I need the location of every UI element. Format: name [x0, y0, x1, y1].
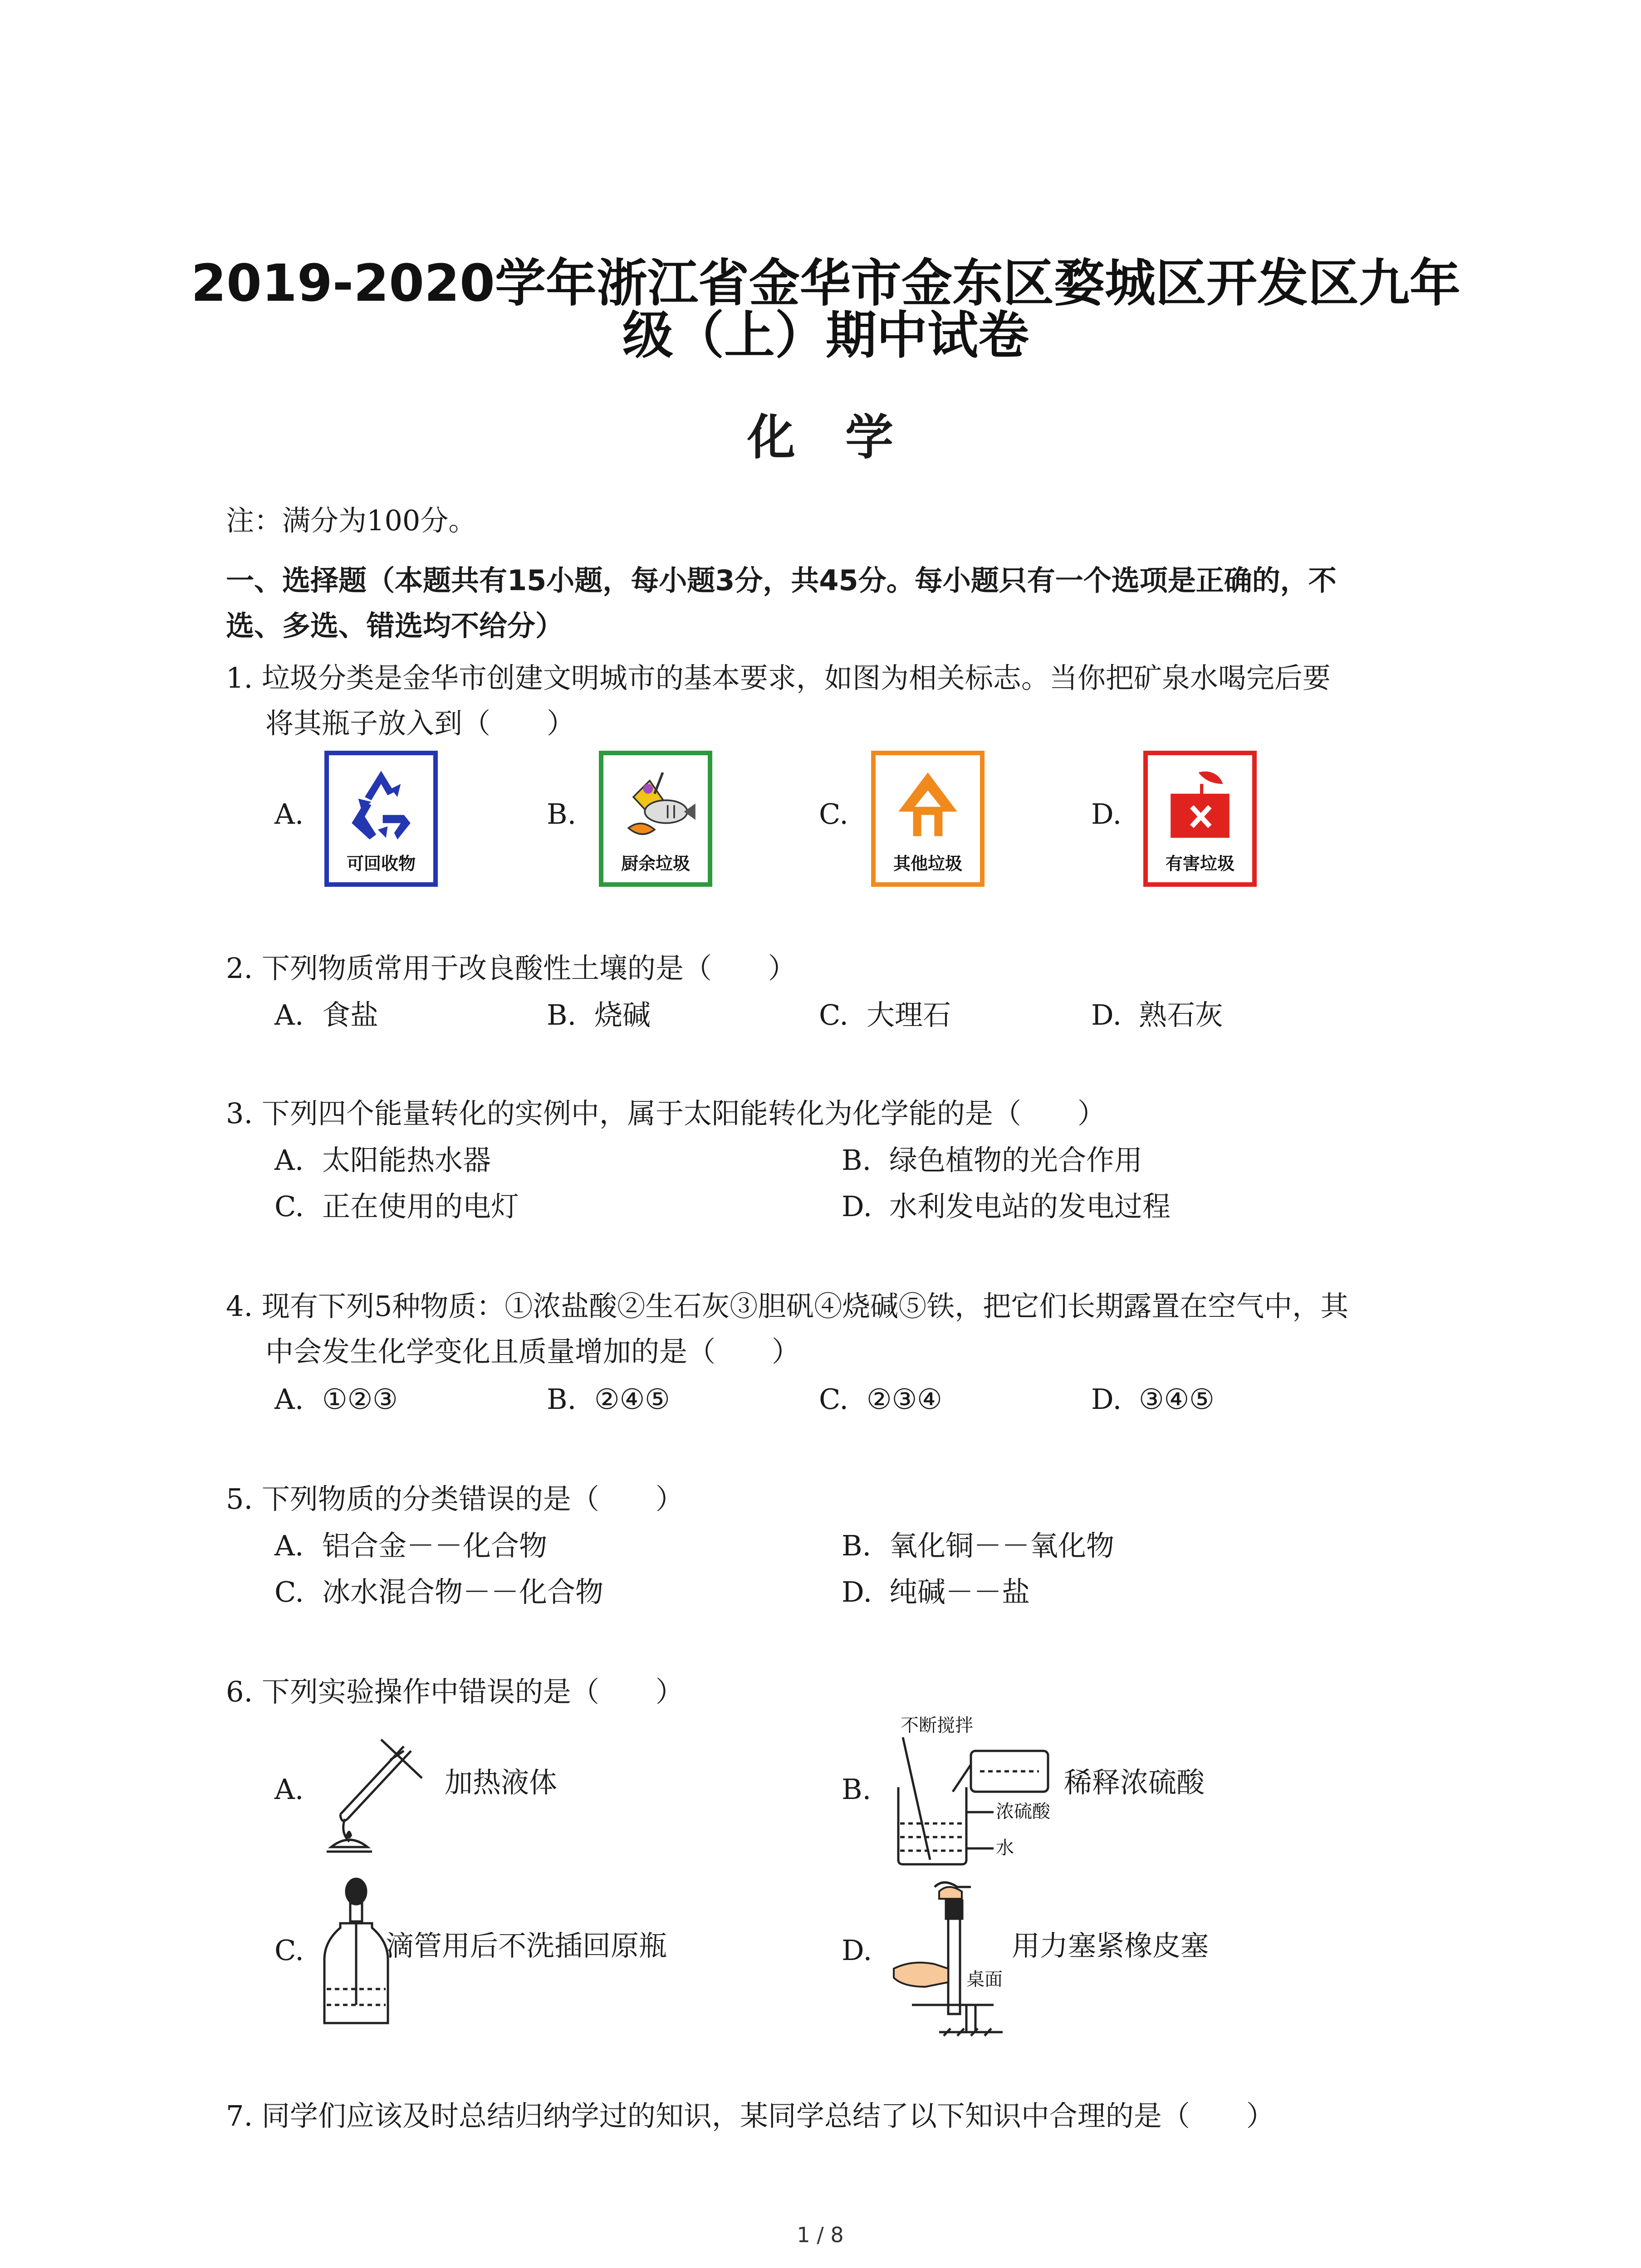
option-letter: B. — [547, 1383, 577, 1416]
option-letter: A. — [274, 1144, 304, 1177]
option-letter: B. — [842, 1773, 872, 1806]
option-letter: D. — [842, 1934, 872, 1967]
rubber-stopper-illustration — [885, 1869, 1012, 2041]
dilute-sulfuric-acid-illustration — [885, 1719, 1066, 1873]
option-letter: A. — [274, 998, 304, 1031]
option-letter: B. — [547, 998, 577, 1031]
option-text: 烧碱 — [594, 998, 651, 1031]
subject-heading: 化学 — [747, 410, 943, 465]
option-text: ②③④ — [867, 1383, 942, 1416]
option-text: 熟石灰 — [1139, 998, 1224, 1031]
option-letter: D. — [1091, 797, 1122, 831]
section-heading-line2: 选、多选、错选均不给分） — [226, 609, 564, 642]
section-heading-line1: 一、选择题（本题共有15小题，每小题3分，共45分。每小题只有一个选项是正确的，不 — [226, 564, 1337, 597]
option-text: ①②③ — [322, 1383, 398, 1416]
option-letter: C. — [274, 1190, 304, 1223]
option-text: 正在使用的电灯 — [322, 1190, 519, 1223]
option-text: 太阳能热水器 — [322, 1144, 491, 1177]
option-letter: D. — [842, 1190, 872, 1223]
figure-label: 水 — [996, 1838, 1014, 1858]
recyclable-sign — [324, 751, 438, 887]
option-letter: D. — [1091, 998, 1122, 1031]
option-letter: B. — [547, 797, 577, 831]
question-stem: 中会发生化学变化且质量增加的是（ ） — [265, 1335, 800, 1368]
recycle-icon — [340, 764, 422, 846]
option-text: ③④⑤ — [1139, 1383, 1215, 1416]
option-text: 食盐 — [322, 998, 379, 1031]
option-text: ②④⑤ — [594, 1383, 670, 1416]
option-text: 冰水混合物－－化合物 — [322, 1575, 604, 1608]
option-text: 氧化铜－－氧化物 — [889, 1529, 1115, 1562]
option-letter: D. — [1091, 1383, 1122, 1416]
heating-liquid-illustration — [313, 1728, 440, 1860]
hazardous-waste-sign — [1143, 751, 1257, 887]
sign-caption: 可回收物 — [346, 854, 416, 874]
option-letter: C. — [274, 1934, 304, 1967]
option-text: 铝合金－－化合物 — [322, 1529, 548, 1562]
option-text: 绿色植物的光合作用 — [889, 1144, 1143, 1177]
question-stem: 3. 下列四个能量转化的实例中，属于太阳能转化为化学能的是（ ） — [226, 1097, 1106, 1130]
option-text: 用力塞紧橡皮塞 — [1012, 1929, 1209, 1962]
figure-label: 不断搅拌 — [901, 1715, 973, 1736]
option-letter: C. — [819, 998, 848, 1031]
question-stem: 4. 现有下列5种物质：①浓盐酸②生石灰③胆矾④烧碱⑤铁，把它们长期露置在空气中，其 — [226, 1290, 1349, 1323]
figure-label: 浓硫酸 — [996, 1801, 1050, 1822]
option-letter: C. — [819, 797, 848, 831]
option-text: 稀释浓硫酸 — [1064, 1766, 1205, 1799]
food-waste-sign — [599, 751, 712, 887]
sign-caption: 有害垃圾 — [1165, 854, 1234, 874]
option-text: 水利发电站的发电过程 — [889, 1190, 1171, 1223]
option-text: 大理石 — [867, 998, 951, 1031]
question-stem: 7. 同学们应该及时总结归纳学过的知识，某同学总结了以下知识中合理的是（ ） — [226, 2099, 1274, 2132]
sign-caption: 其他垃圾 — [893, 854, 962, 874]
exam-title-line2: 级（上）期中试卷 — [622, 306, 1029, 365]
option-letter: A. — [274, 1383, 304, 1416]
score-note: 注：满分为100分。 — [226, 504, 477, 537]
question-stem: 6. 下列实验操作中错误的是（ ） — [226, 1675, 684, 1708]
figure-label: 桌面 — [966, 1969, 1003, 1990]
option-letter: C. — [819, 1383, 848, 1416]
page-indicator: 1 / 8 — [797, 2223, 844, 2247]
question-stem: 将其瓶子放入到（ ） — [265, 707, 575, 740]
option-letter: D. — [842, 1575, 872, 1608]
question-stem: 5. 下列物质的分类错误的是（ ） — [226, 1482, 684, 1515]
other-waste-sign — [871, 751, 985, 887]
option-letter: A. — [274, 1529, 304, 1562]
other-waste-icon — [887, 764, 969, 846]
option-text: 纯碱－－盐 — [889, 1575, 1030, 1608]
question-stem: 2. 下列物质常用于改良酸性土壤的是（ ） — [226, 952, 796, 985]
option-letter: A. — [274, 1773, 304, 1806]
hazardous-waste-icon — [1159, 764, 1241, 846]
option-letter: A. — [274, 797, 304, 831]
option-letter: B. — [842, 1529, 872, 1562]
option-letter: C. — [274, 1575, 304, 1608]
exam-title-line1: 2019-2020学年浙江省金华市金东区婺城区开发区九年 — [191, 254, 1460, 313]
sign-caption: 厨余垃圾 — [621, 854, 690, 874]
food-waste-icon — [615, 764, 701, 846]
dropper-bottle-illustration — [318, 1873, 395, 2032]
question-stem: 1. 垃圾分类是金华市创建文明城市的基本要求，如图为相关标志。当你把矿泉水喝完后要 — [226, 661, 1331, 694]
option-text: 滴管用后不洗插回原瓶 — [386, 1929, 667, 1962]
option-text: 加热液体 — [445, 1766, 558, 1799]
option-letter: B. — [842, 1144, 872, 1177]
